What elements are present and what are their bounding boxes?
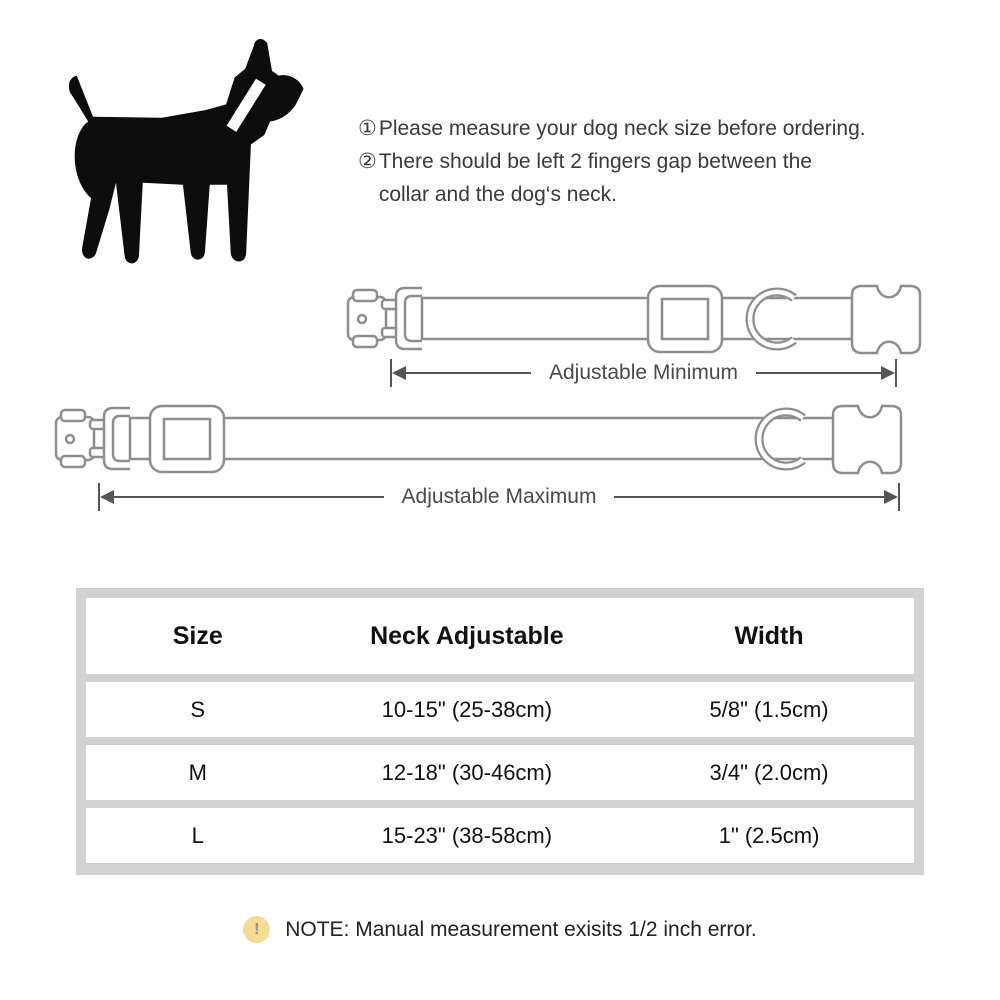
arrow-right-icon — [884, 490, 898, 504]
cell-neck: 15-23" (38-58cm) — [381, 822, 553, 848]
side-release-buckle-female-icon — [833, 406, 901, 473]
measurement-note — [0, 916, 1000, 943]
cell-width: 3/4" (2.0cm) — [709, 759, 829, 785]
cell-size: S — [190, 696, 206, 722]
circled-number-2: ② — [358, 150, 377, 173]
cell-size: L — [191, 822, 204, 848]
instruction-item-2 — [358, 145, 958, 211]
arrow-left-icon — [392, 366, 406, 380]
arrow-left-icon — [100, 490, 114, 504]
cell-width: 5/8" (1.5cm) — [709, 696, 829, 722]
collar-diagram-minimum — [345, 283, 925, 355]
collar-strap — [130, 418, 843, 459]
dimension-arrow-maximum — [98, 482, 900, 512]
dimension-arrow-minimum — [390, 358, 897, 388]
arrow-endbar — [898, 483, 900, 511]
instruction-text-2: There should be left 2 fingers gap between the collar and the dog‘s neck. — [378, 150, 812, 206]
header-width: Width — [734, 621, 804, 650]
side-release-buckle-male-icon — [56, 408, 130, 469]
header-size: Size — [172, 621, 223, 650]
dog-silhouette-icon — [38, 22, 326, 290]
table-row — [86, 745, 914, 800]
collar-diagram-maximum — [53, 403, 905, 475]
instruction-text-1: Please measure your dog neck size before ordering. — [378, 117, 866, 140]
side-release-buckle-male-icon — [348, 288, 422, 349]
table-row — [86, 682, 914, 737]
table-row — [86, 808, 914, 863]
circled-number-1: ① — [358, 117, 377, 140]
arrow-endbar — [895, 359, 897, 387]
cell-neck: 10-15" (25-38cm) — [381, 696, 553, 722]
instruction-item-1 — [358, 112, 958, 145]
slider-buckle-icon — [648, 286, 722, 352]
slider-buckle-icon — [150, 406, 224, 472]
side-release-buckle-female-icon — [852, 286, 920, 353]
cell-neck: 12-18" (30-46cm) — [381, 759, 553, 785]
cell-width: 1" (2.5cm) — [718, 822, 820, 848]
arrow-right-icon — [881, 366, 895, 380]
maximum-label: Adjustable Maximum — [401, 485, 597, 508]
table-header-row — [86, 598, 914, 674]
header-neck-adjustable: Neck Adjustable — [370, 621, 564, 650]
size-chart-table — [76, 588, 924, 875]
measuring-instructions — [358, 112, 958, 211]
exclamation-icon: ! — [243, 916, 270, 943]
note-text: NOTE: Manual measurement exisits 1/2 inch error. — [285, 917, 757, 941]
collar-strap — [422, 298, 852, 339]
minimum-label: Adjustable Minimum — [548, 361, 739, 384]
cell-size: M — [188, 759, 207, 785]
